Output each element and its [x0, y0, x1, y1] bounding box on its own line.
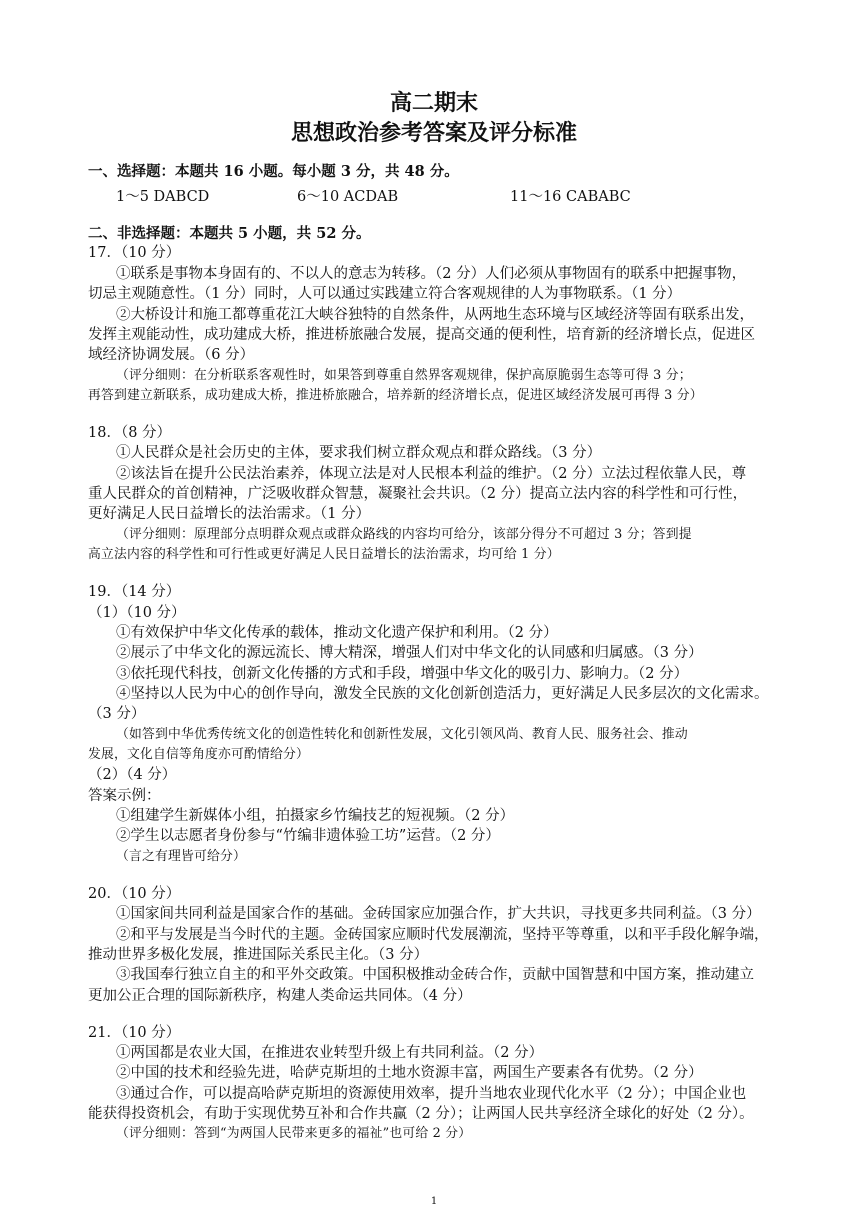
answer-group-2: 6～10 ACDAB [297, 189, 399, 205]
q19-part2-header: （2）（4 分） [88, 767, 177, 783]
q19-line: ①有效保护中华文化传承的载体，推动文化遗产保护和利用。（2 分） [116, 625, 558, 641]
q19-scoring-note: （言之有理皆可给分） [116, 849, 246, 864]
q20-line: ①国家间共同利益是国家合作的基础。金砖国家应加强合作，扩大共识，寻找更多共同利益。（3 分） [116, 906, 761, 922]
answer-group-1: 1～5 DABCD [116, 189, 210, 205]
q20-line: 推动世界多极化发展，推进国际关系民主化。（3 分） [88, 947, 429, 963]
answer-group-3: 11～16 CABABC [510, 189, 631, 205]
q19-line: （3 分） [88, 706, 146, 722]
q17-line: ①联系是事物本身固有的、不以人的意志为转移。（2 分）人们必须从事物固有的联系中把握事物， [116, 266, 747, 282]
q19-line: ③依托现代科技，创新文化传播的方式和手段，增强中华文化的吸引力、影响力。（2 分） [116, 666, 689, 682]
q18-scoring-note: （评分细则：原理部分点明群众观点或群众路线的内容均可给分，该部分得分不可超过 3 分；答到提 [116, 527, 692, 542]
q17-line: 发挥主观能动性，成功建成大桥，推进桥旅融合发展，提高交通的便利性，培育新的经济增长点，促进区 [88, 327, 755, 343]
q17-scoring-note: 再答到建立新联系，成功建成大桥，推进桥旅融合，培养新的经济增长点，促进区域经济发展可再得 3 分） [88, 388, 703, 403]
q19-scoring-note: 发展，文化自信等角度亦可酌情给分） [88, 747, 309, 762]
q17-line: 切忌主观随意性。（1 分）同时，人可以通过实践建立符合客观规律的人为事物联系。（1 分） [88, 286, 682, 302]
q17-header: 17．（10 分） [88, 245, 181, 261]
q21-line: ①两国都是农业大国，在推进农业转型升级上有共同利益。（2 分） [116, 1045, 544, 1061]
q19-line: ②学生以志愿者身份参与“竹编非遗体验工坊”运营。（2 分） [116, 828, 500, 844]
q18-line: ①人民群众是社会历史的主体，要求我们树立群众观点和群众路线。（3 分） [116, 445, 602, 461]
q19-line: ①组建学生新媒体小组，拍摄家乡竹编技艺的短视频。（2 分） [116, 808, 515, 824]
q19-part1-header: （1）（10 分） [88, 605, 186, 621]
page-subtitle: 思想政治参考答案及评分标准 [290, 120, 577, 146]
q20-line: ②和平与发展是当今时代的主题。金砖国家应顺时代发展潮流，坚持平等尊重，以和平手段化解争端， [116, 927, 769, 943]
section1-heading: 一、选择题：本题共 16 小题。每小题 3 分，共 48 分。 [88, 163, 459, 180]
page-number: 1 [430, 1196, 438, 1207]
q18-line: 更好满足人民日益增长的法治需求。（1 分） [88, 506, 371, 522]
q17-scoring-note: （评分细则：在分析联系客观性时，如果答到尊重自然界客观规律，保护高原脆弱生态等可得 3 分； [116, 368, 692, 383]
q19-example-label: 答案示例： [88, 788, 161, 804]
q18-line: 重人民群众的首创精神，广泛吸收群众智慧，凝聚社会共识。（2 分）提高立法内容的科学性和可行性， [88, 486, 748, 502]
q17-line: 域经济协调发展。（6 分） [88, 347, 255, 363]
q21-line: 能获得投资机会，有助于实现优势互补和合作共赢（2 分）；让两国人民共享经济全球化的好处（2 分）。 [88, 1106, 754, 1122]
q21-header: 21．（10 分） [88, 1025, 181, 1041]
q21-scoring-note: （评分细则：答到“为两国人民带来更多的福祉”也可给 2 分） [116, 1126, 472, 1141]
q21-line: ②中国的技术和经验先进，哈萨克斯坦的土地水资源丰富，两国生产要素各有优势。（2 分） [116, 1065, 703, 1081]
q18-header: 18．（8 分） [88, 425, 172, 441]
q18-line: ②该法旨在提升公民法治素养，体现立法是对人民根本利益的维护。（2 分）立法过程依靠人民，尊 [116, 466, 747, 482]
q20-line: ③我国奉行独立自主的和平外交政策。中国积极推动金砖合作，贡献中国智慧和中国方案，推动建立 [116, 967, 754, 983]
q19-line: ②展示了中华文化的源远流长、博大精深，增强人们对中华文化的认同感和归属感。（3 分） [116, 645, 703, 661]
q19-scoring-note: （如答到中华优秀传统文化的创造性转化和创新性发展，文化引领风尚、教育人民、服务社会、推动 [116, 727, 688, 742]
q20-line: 更加公正合理的国际新秩序，构建人类命运共同体。（4 分） [88, 988, 472, 1004]
q18-scoring-note: 高立法内容的科学性和可行性或更好满足人民日益增长的法治需求，均可给 1 分） [88, 547, 560, 562]
q17-line: ②大桥设计和施工都尊重花江大峡谷独特的自然条件，从两地生态环境与区域经济等固有联系出发， [116, 307, 754, 323]
section2-heading: 二、非选择题：本题共 5 小题，共 52 分。 [88, 225, 371, 242]
q20-header: 20．（10 分） [88, 886, 181, 902]
q21-line: ③通过合作，可以提高哈萨克斯坦的资源使用效率，提升当地农业现代化水平（2 分）；中国企业也 [116, 1086, 747, 1102]
page-title: 高二期末 [389, 90, 478, 116]
q19-header: 19．（14 分） [88, 584, 181, 600]
q19-line: ④坚持以人民为中心的创作导向，激发全民族的文化创新创造活力，更好满足人民多层次的文化需求。 [116, 686, 769, 702]
